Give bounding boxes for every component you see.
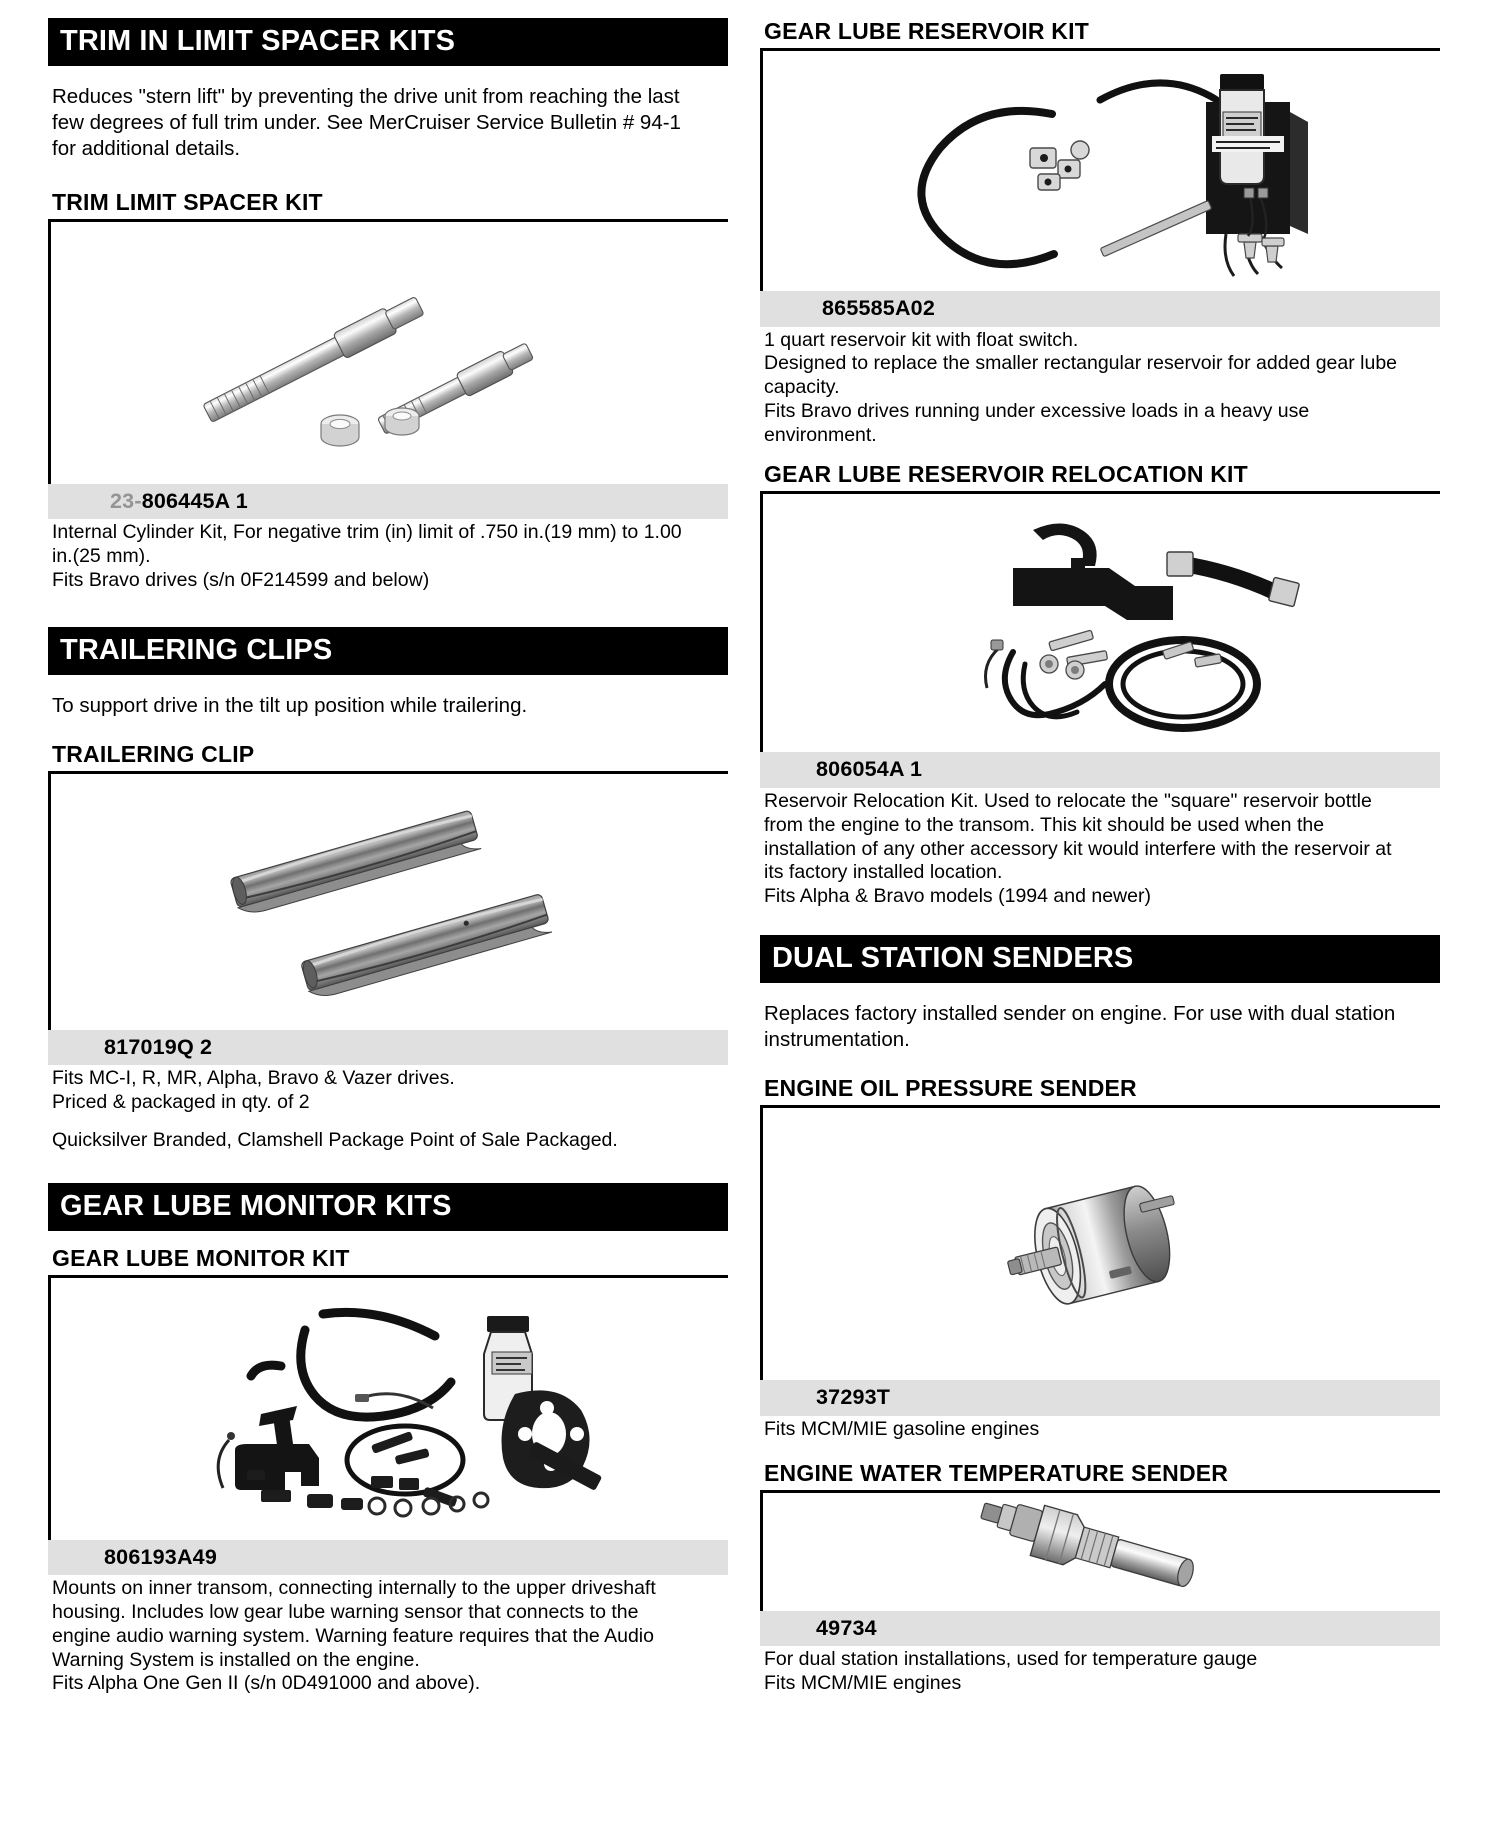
part-number-bar-806445a1 <box>48 484 728 520</box>
section-trailering-clips <box>48 627 728 1153</box>
product-heading-trailering-clip: TRAILERING CLIP <box>48 741 728 774</box>
description-line: Fits MCM/MIE gasoline engines <box>764 1417 1040 1440</box>
gear-lube-monitor-kit-illustration <box>155 1294 625 1524</box>
description-line: Priced & packaged in qty. of 2 <box>52 1091 310 1114</box>
description-line: 1 quart reservoir kit with float switch. <box>764 328 1079 351</box>
left-column <box>48 18 728 1829</box>
section-engine-water-temperature-sender <box>760 1460 1440 1696</box>
part-number-bar-865585a02 <box>760 291 1440 327</box>
description-line: Reservoir Relocation Kit. Used to relocate the "square" reservoir bottle from the engine to the transom. This kit should be used when the installation of any other accessory kit would interfere with the reservoir at its factory installed location. <box>764 790 1392 884</box>
part-number-value: 806193A49 <box>104 1544 217 1569</box>
product-image-trim-limit-spacer-kit <box>48 222 728 484</box>
product-description-817019q2 <box>52 1067 692 1152</box>
description-line: Mounts on inner transom, connecting internally to the upper driveshaft housing. Includes low gear lube warning sensor that connects to the engine audio warning system. Warning feature requires that the Audio Warning System is installed on the engine. <box>52 1577 656 1671</box>
section-gear-lube-reservoir-relocation-kit <box>760 461 1440 908</box>
product-heading-gear-lube-reservoir-kit: GEAR LUBE RESERVOIR KIT <box>760 18 1440 51</box>
product-heading-engine-water-temperature-sender: ENGINE WATER TEMPERATURE SENDER <box>760 1460 1440 1493</box>
description-line: Fits Bravo drives running under excessive loads in a heavy use environment. <box>764 399 1310 446</box>
part-number-value: 49734 <box>816 1615 877 1640</box>
description-line: Designed to replace the smaller rectangular reservoir for added gear lube capacity. <box>764 352 1398 399</box>
description-line: Fits Alpha & Bravo models (1994 and newer) <box>764 885 1151 908</box>
description-line: Fits MC-I, R, MR, Alpha, Bravo & Vazer drives. <box>52 1067 455 1090</box>
section-intro-text: Replaces factory installed sender on engine. For use with dual station instrumentation. <box>764 1001 1396 1052</box>
section-gear-lube-monitor-kits <box>48 1183 728 1696</box>
product-heading-engine-oil-pressure-sender: ENGINE OIL PRESSURE SENDER <box>760 1075 1440 1108</box>
description-line: For dual station installations, used for temperature gauge <box>764 1648 1258 1671</box>
part-number-bar-37293t <box>760 1380 1440 1416</box>
description-line: Fits Alpha One Gen II (s/n 0D491000 and above). <box>52 1672 481 1695</box>
part-number-value: 865585A02 <box>822 296 935 320</box>
section-intro-text: To support drive in the tilt up position while trailering. <box>52 693 528 717</box>
section-banner-title: DUAL STATION SENDERS <box>760 935 1440 983</box>
product-image-engine-water-temperature-sender <box>760 1493 1440 1611</box>
section-banner-title: GEAR LUBE MONITOR KITS <box>48 1183 728 1231</box>
description-extra-line: Quicksilver Branded, Clamshell Package Point of Sale Packaged. <box>52 1128 618 1151</box>
product-description-49734 <box>764 1648 1404 1696</box>
oil-pressure-sender-illustration <box>952 1144 1252 1344</box>
section-dual-station-senders <box>760 935 1440 1442</box>
product-heading-reservoir-relocation-kit: GEAR LUBE RESERVOIR RELOCATION KIT <box>760 461 1440 494</box>
section-trim-in-limit-spacer-kits <box>48 18 728 593</box>
product-description-806445a1 <box>52 521 692 592</box>
part-number-value: 806445A 1 <box>141 488 248 513</box>
section-banner-title: TRAILERING CLIPS <box>48 627 728 675</box>
part-number-bar-806193a49 <box>48 1540 728 1576</box>
product-image-trailering-clip <box>48 774 728 1030</box>
part-number-value: 817019Q 2 <box>104 1034 213 1059</box>
product-description-806193a49 <box>52 1577 692 1696</box>
product-description-37293t <box>764 1418 1404 1442</box>
part-number-bar-806054a1 <box>760 752 1440 788</box>
product-image-gear-lube-reservoir-kit <box>760 51 1440 291</box>
water-temperature-sender-illustration <box>952 1497 1252 1607</box>
part-number-value: 806054A 1 <box>816 757 923 782</box>
product-image-gear-lube-monitor-kit <box>48 1278 728 1540</box>
product-image-reservoir-relocation-kit <box>760 494 1440 752</box>
product-image-engine-oil-pressure-sender <box>760 1108 1440 1380</box>
trailering-clip-illustration <box>180 792 600 1012</box>
reservoir-relocation-kit-illustration <box>867 508 1337 738</box>
gear-lube-reservoir-illustration <box>852 56 1352 286</box>
product-heading-gear-lube-monitor-kit: GEAR LUBE MONITOR KIT <box>48 1245 728 1278</box>
description-line: Fits Bravo drives (s/n 0F214599 and below) <box>52 568 430 591</box>
description-line: Fits MCM/MIE engines <box>764 1672 962 1695</box>
description-line: Internal Cylinder Kit, For negative trim (in) limit of .750 in.(19 mm) to 1.00 in.(25 mm). <box>52 521 682 568</box>
part-number-bar-817019q2 <box>48 1030 728 1066</box>
section-banner-title: TRIM IN LIMIT SPACER KITS <box>48 18 728 66</box>
part-number-prefix: 23- <box>110 488 142 513</box>
product-description-865585a02 <box>764 329 1404 448</box>
trim-limit-spacer-rods-illustration <box>180 248 600 458</box>
part-number-value: 37293T <box>816 1385 891 1410</box>
product-description-806054a1 <box>764 790 1404 909</box>
product-heading-trim-limit-spacer-kit: TRIM LIMIT SPACER KIT <box>48 189 728 222</box>
part-number-bar-49734 <box>760 1611 1440 1647</box>
right-column <box>760 18 1440 1829</box>
section-intro-text: Reduces "stern lift" by preventing the drive unit from reaching the last few degrees of full trim under. See MerCruiser Service Bulletin # 94-1 for additional details. <box>52 85 681 161</box>
section-gear-lube-reservoir-kit <box>760 18 1440 447</box>
